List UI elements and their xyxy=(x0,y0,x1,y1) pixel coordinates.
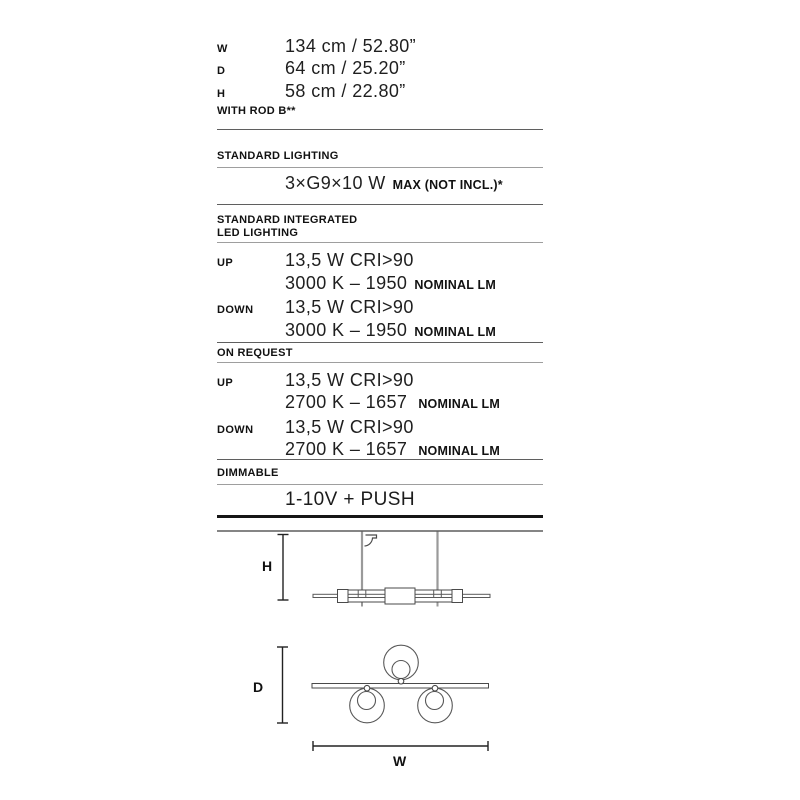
bulb-outline xyxy=(426,692,444,710)
nominal-lm-label: NOMINAL LM xyxy=(414,324,496,339)
led-lighting-header xyxy=(217,214,543,239)
kelvin-line xyxy=(285,319,496,344)
sphere-outline xyxy=(350,688,385,723)
attachment-point xyxy=(432,685,438,691)
up-label: UP xyxy=(217,257,234,269)
divider xyxy=(217,484,543,485)
dimension-row-height xyxy=(217,81,543,103)
kelvin-line xyxy=(285,391,500,415)
kelvin-value: 2700 K – 1657 xyxy=(285,439,408,460)
glass-sphere-top xyxy=(384,645,419,684)
dimmable-value: 1-10V + PUSH xyxy=(285,489,415,510)
divider xyxy=(217,167,543,168)
fixture-bar-side xyxy=(313,588,490,607)
led-lighting-rows xyxy=(217,249,543,343)
bulb-outline xyxy=(392,661,410,679)
led-up-row xyxy=(217,249,543,296)
on-request-down-row xyxy=(217,416,543,463)
divider xyxy=(217,129,543,130)
side-view-diagram xyxy=(200,524,560,620)
depth-value: 64 cm / 25.20” xyxy=(285,58,406,79)
h-dimension-line xyxy=(278,535,289,601)
max-not-included-label: MAX (NOT INCL.)* xyxy=(392,178,503,192)
up-label: UP xyxy=(217,377,234,389)
bulb-spec-value: 3×G9×10 W xyxy=(285,173,386,193)
kelvin-value: 2700 K – 1657 xyxy=(285,392,408,413)
down-label: DOWN xyxy=(217,304,254,317)
led-header-line1: STANDARD INTEGRATED xyxy=(217,214,358,226)
top-view-diagram xyxy=(235,632,565,782)
dimension-rows xyxy=(217,36,543,103)
sphere-outline xyxy=(384,645,419,680)
divider xyxy=(217,459,543,460)
thick-divider xyxy=(217,515,543,518)
w-dimension-label: W xyxy=(393,753,407,769)
nominal-lm-label: NOMINAL LM xyxy=(414,277,496,292)
on-request-up-row xyxy=(217,369,543,416)
attachment-point xyxy=(398,678,404,684)
depth-label: D xyxy=(217,65,226,78)
end-block-right xyxy=(452,590,463,603)
nominal-lm-label: NOMINAL LM xyxy=(418,397,500,412)
wattage-line: 13,5 W CRI>90 xyxy=(285,370,414,390)
wattage-line: 13,5 W CRI>90 xyxy=(285,297,414,318)
divider xyxy=(217,362,543,363)
h-dimension-label: H xyxy=(262,558,273,574)
kelvin-value: 3000 K – 1950 xyxy=(285,319,408,340)
d-dimension-label: D xyxy=(253,679,264,695)
kelvin-line xyxy=(285,272,496,297)
attachment-point xyxy=(364,685,370,691)
wattage-line: 13,5 W CRI>90 xyxy=(285,416,414,437)
dimension-row-depth xyxy=(217,58,543,80)
down-label: DOWN xyxy=(217,423,254,436)
led-header-line2: LED LIGHTING xyxy=(217,226,299,239)
sphere-outline xyxy=(418,688,453,723)
height-value: 58 cm / 22.80” xyxy=(285,80,406,101)
w-dimension-line xyxy=(313,741,488,751)
width-value: 134 cm / 52.80” xyxy=(285,36,417,56)
on-request-down-values xyxy=(285,416,500,463)
dimension-row-width xyxy=(217,36,543,58)
led-up-values xyxy=(285,249,496,296)
dimmable-header: DIMMABLE xyxy=(217,466,279,479)
glass-sphere-left xyxy=(350,685,385,722)
led-down-row xyxy=(217,296,543,343)
divider xyxy=(217,204,543,205)
divider xyxy=(217,342,543,343)
canopy-hook xyxy=(365,535,377,546)
width-label: W xyxy=(217,43,228,55)
end-block-left xyxy=(338,590,349,603)
nominal-lm-label: NOMINAL LM xyxy=(418,444,500,459)
led-down-values xyxy=(285,296,496,343)
standard-lighting-value xyxy=(217,172,611,197)
divider xyxy=(217,242,543,243)
rod-note: WITH ROD B** xyxy=(217,104,296,117)
bulb-outline xyxy=(358,692,376,710)
wattage-line: 13,5 W CRI>90 xyxy=(285,250,414,270)
glass-sphere-right xyxy=(418,685,453,722)
on-request-up-values xyxy=(285,369,500,416)
standard-lighting-header: STANDARD LIGHTING xyxy=(217,150,339,162)
kelvin-value: 3000 K – 1950 xyxy=(285,272,408,293)
on-request-header: ON REQUEST xyxy=(217,347,293,359)
d-dimension-line xyxy=(277,647,288,723)
center-box xyxy=(385,588,415,604)
on-request-rows xyxy=(217,369,543,463)
height-label: H xyxy=(217,87,226,100)
